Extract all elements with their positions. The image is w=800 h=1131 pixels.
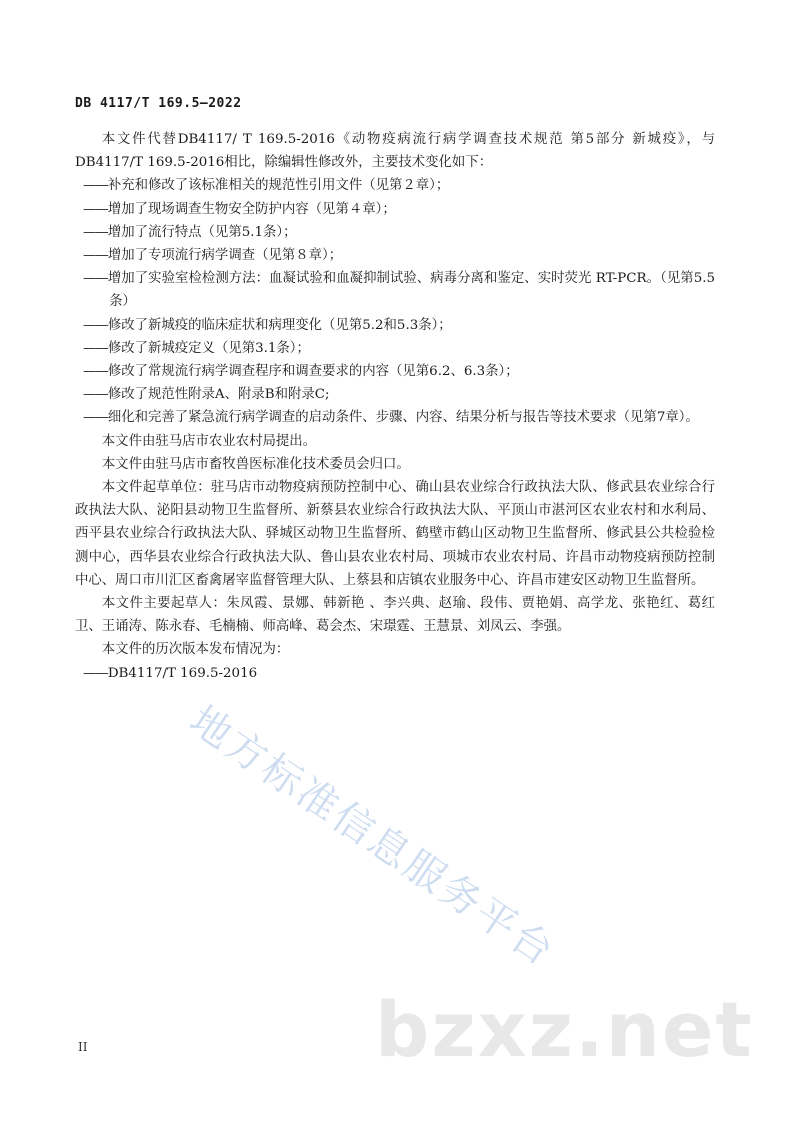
change-item: ——增加了实验室检检测方法：血凝试验和血凝抑制试验、病毒分离和鉴定、实时荧光 RT-PCR。（见第5.5条） (83, 271, 715, 310)
change-item: ——增加了专项流行病学调查（见第８章）； (83, 248, 343, 264)
change-item: ——修改了新城疫的临床症状和病理变化（见第5.2和5.3条）； (83, 317, 452, 333)
drafting-units: 本文件起草单位：驻马店市动物疫病预防控制中心、确山县农业综合行政执法大队、修武县农业综合行政执法大队、泌阳县动物卫生监督所、新蔡县农业综合行政执法大队、平顶山市湛河区农业农村和水利局、西平县农业综合行政执法大队、驿城区动物卫生监督所、鹤壁市鹤山区动物卫生监督所、修武县公共检验检测中心，西华县农业综合行政执法大队、鲁山县农业农村局、项城市农业农村局、许昌市动物疫病预防控制中心、周口市川汇区畜禽屠宰监督管理大队、上蔡县和店镇农业服务中心、许昌市建安区动物卫生监督所。 (75, 480, 715, 588)
change-item: ——补充和修改了该标准相关的规范性引用文件（见第２章）； (83, 178, 450, 194)
managed-by: 本文件由驻马店市畜牧兽医标准化技术委员会归口。 (101, 456, 410, 472)
watermark-text: 地方标准信息服务平台 (181, 697, 564, 977)
change-item: ——增加了流行特点（见第5.1条）； (83, 224, 297, 240)
foreword-body (75, 128, 715, 685)
change-item: ——增加了现场调查生物安全防护内容（见第４章）； (83, 201, 396, 217)
history-label: 本文件的历次版本发布情况为： (101, 642, 290, 658)
drafters: 本文件主要起草人：朱凤霞、景娜、韩新艳 、李兴典、赵瑜、段伟、贾艳娟、高学龙、张艳红、葛红卫、王诵涛、陈永春、毛楠楠、师高峰、葛会杰、宋璟霆、王慧景、刘凤云、李强。 (75, 596, 715, 635)
change-item: ——细化和完善了紧急流行病学调查的启动条件、步骤、内容、结果分析与报告等技术要求（见第7章）。 (83, 410, 699, 426)
change-item: ——修改了常规流行病学调查程序和调查要求的内容（见第6.2、6.3条）； (83, 364, 519, 380)
document-code: DB 4117/T 169.5—2022 (75, 96, 242, 111)
history-item: ——DB4117/T 169.5-2016 (83, 665, 258, 681)
change-item: ——修改了新城疫定义（见第3.1条）； (83, 340, 310, 356)
foreword-intro: 本文件代替DB4117/ T 169.5-2016《动物疫病流行病学调查技术规范 第5部分 新城疫》，与DB4117/T 169.5-2016相比，除编辑性修改外，主要技术变化如下： (75, 132, 715, 171)
proposed-by: 本文件由驻马店市农业农村局提出。 (101, 433, 317, 449)
change-item: ——修改了规范性附录A、附录B和附录C; (83, 387, 330, 403)
page-number: II (78, 1040, 88, 1054)
site-watermark: bzxz.net (375, 985, 754, 1074)
